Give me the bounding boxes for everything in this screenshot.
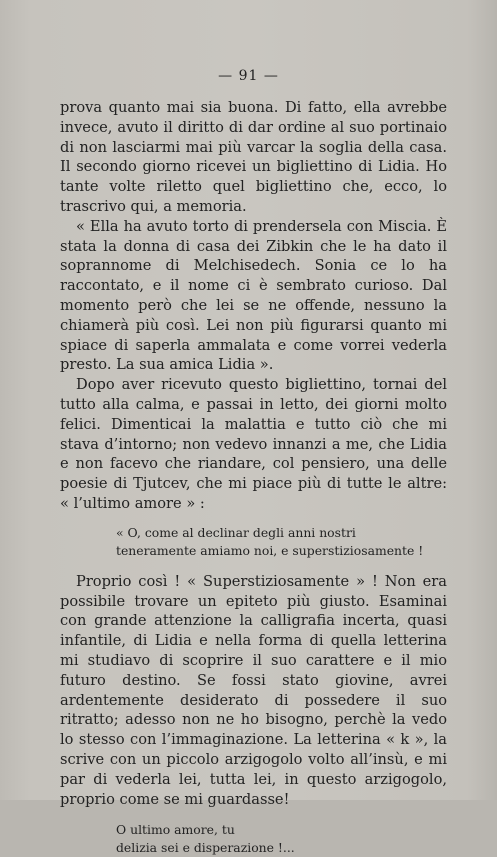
paragraph: Proprio così ! « Superstiziosamente » ! Non era possibile trovare un epiteto più giusto. Esaminai con grande attenzione la calligrafia incerta, quasi infantile, di Lidia e nella forma di quella letterina mi studiavo di scoprire il suo carattere e il mio futuro destino. Se fossi stato giovine, avrei ardentemente desiderato di possedere il suo ritratto; adesso non ne ho bisogno, perchè la vedo lo stesso con l’immaginazione. La letterina « k », la scrive con un piccolo arzigogolo volto all’insù, e mi par di vederla lei, tutta lei, in questo arzigogolo, proprio come se mi guardasse! (60, 572, 447, 808)
paragraph: prova quanto mai sia buona. Di fatto, ella avrebbe invece, avuto il diritto di dar ordine al suo portinaio di non lasciarmi mai più varcar la soglia della casa. Il secondo giorno ricevei un bigliettino di Lidia. Ho tante volte riletto quel bigliettino che, ecco, lo trascrivo qui, a memoria. (60, 99, 447, 215)
paragraph: « Ella ha avuto torto di prendersela con Miscia. È stata la donna di casa dei Zibkin che le ha dato il soprannome di Melchisedech. Sonia ce lo ha raccontato, e il nome ci è sembrato curioso. Dal momento però che lei se ne offende, nessuno la chiamerà più così. Lei non più figurarsi quanto mi spiace di saperla ammalata e come vorrei vederla presto. La sua amica Lidia ». (60, 217, 447, 374)
paragraph: Dopo aver ricevuto questo bigliettino, tornai del tutto alla calma, e passai in letto, dei giorni molto felici. Dimenticai la malattia e tutto ciò che mi stava d’intorno; non vedevo innanzi a me, che Lidia e non facevo che riandare, col pensiero, una delle poesie di Tjutcev, che mi piace più di tutte le altre: « l’ultimo amore » : (60, 376, 447, 512)
verse-line: « O, come al declinar degli anni nostri (116, 524, 356, 540)
verse-quote (116, 821, 447, 857)
verse-quote (116, 524, 447, 560)
verse-line: O ultimo amore, tu (116, 822, 235, 838)
verse-line: teneramente amiamo noi, e superstiziosamente ! (116, 542, 424, 558)
page-body (60, 98, 447, 857)
page-number: — 91 — (218, 68, 279, 84)
verse-line: delizia sei e disperazione !... (116, 840, 295, 856)
